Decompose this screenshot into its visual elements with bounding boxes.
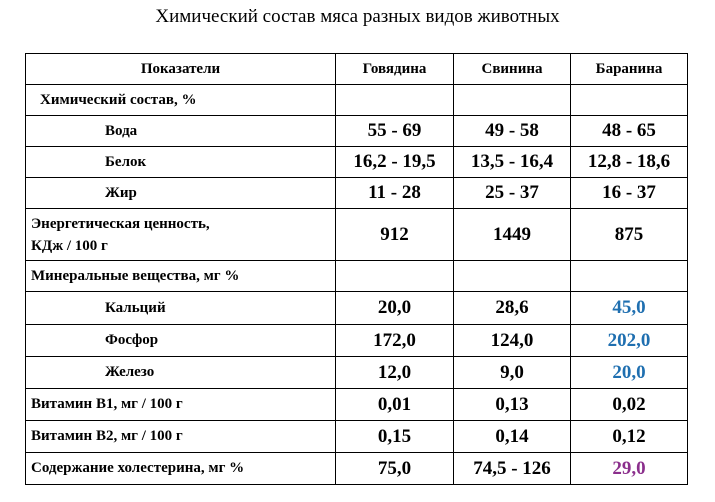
cell-value: 912 (336, 209, 454, 261)
table-row (26, 357, 688, 389)
table-header-row (26, 54, 688, 85)
cell-value: 12,8 - 18,6 (571, 147, 688, 178)
row-label: Вода (26, 116, 336, 147)
cell-value: 75,0 (336, 453, 454, 485)
row-label (26, 209, 336, 261)
cell-value: 0,12 (571, 421, 688, 453)
table-row (26, 209, 688, 261)
table-row (26, 453, 688, 485)
cell-value: 49 - 58 (454, 116, 571, 147)
header-pork: Свинина (454, 54, 571, 85)
cell-value-highlight: 20,0 (571, 357, 688, 389)
cell-value-highlight: 29,0 (571, 453, 688, 485)
table-row (26, 147, 688, 178)
row-label: Химический состав, % (26, 85, 336, 116)
cell-value: 55 - 69 (336, 116, 454, 147)
row-label-line: Энергетическая ценность, (31, 215, 210, 232)
composition-table (25, 53, 688, 485)
row-label: Фосфор (26, 325, 336, 357)
table-row (26, 261, 688, 292)
row-label: Кальций (26, 292, 336, 325)
cell-value: 12,0 (336, 357, 454, 389)
cell-value: 28,6 (454, 292, 571, 325)
row-label: Витамин B1, мг / 100 г (26, 389, 336, 421)
cell-value: 0,13 (454, 389, 571, 421)
header-beef: Говядина (336, 54, 454, 85)
cell-value: 9,0 (454, 357, 571, 389)
cell-value: 124,0 (454, 325, 571, 357)
page-title: Химический состав мяса разных видов животных (155, 6, 560, 27)
cell-value: 25 - 37 (454, 178, 571, 209)
cell-value (454, 85, 571, 116)
cell-value: 16 - 37 (571, 178, 688, 209)
table-row (26, 85, 688, 116)
cell-value-highlight: 45,0 (571, 292, 688, 325)
table-row (26, 421, 688, 453)
cell-value: 13,5 - 16,4 (454, 147, 571, 178)
cell-value: 20,0 (336, 292, 454, 325)
cell-value (454, 261, 571, 292)
table-row (26, 325, 688, 357)
cell-value: 0,02 (571, 389, 688, 421)
row-label: Минеральные вещества, мг % (26, 261, 336, 292)
cell-value: 0,15 (336, 421, 454, 453)
cell-value: 11 - 28 (336, 178, 454, 209)
cell-value: 0,01 (336, 389, 454, 421)
header-indicators: Показатели (26, 54, 336, 85)
row-label: Содержание холестерина, мг % (26, 453, 336, 485)
cell-value: 1449 (454, 209, 571, 261)
cell-value: 48 - 65 (571, 116, 688, 147)
cell-value: 0,14 (454, 421, 571, 453)
table-row (26, 178, 688, 209)
row-label: Белок (26, 147, 336, 178)
cell-value (571, 85, 688, 116)
cell-value: 74,5 - 126 (454, 453, 571, 485)
cell-value (571, 261, 688, 292)
cell-value-highlight: 202,0 (571, 325, 688, 357)
cell-value (336, 261, 454, 292)
cell-value (336, 85, 454, 116)
row-label: Железо (26, 357, 336, 389)
cell-value: 16,2 - 19,5 (336, 147, 454, 178)
table-row (26, 389, 688, 421)
row-label: Жир (26, 178, 336, 209)
cell-value: 875 (571, 209, 688, 261)
table-row (26, 292, 688, 325)
table-row (26, 116, 688, 147)
cell-value: 172,0 (336, 325, 454, 357)
row-label: Витамин B2, мг / 100 г (26, 421, 336, 453)
row-label-line: КДж / 100 г (31, 237, 108, 254)
header-lamb: Баранина (571, 54, 688, 85)
